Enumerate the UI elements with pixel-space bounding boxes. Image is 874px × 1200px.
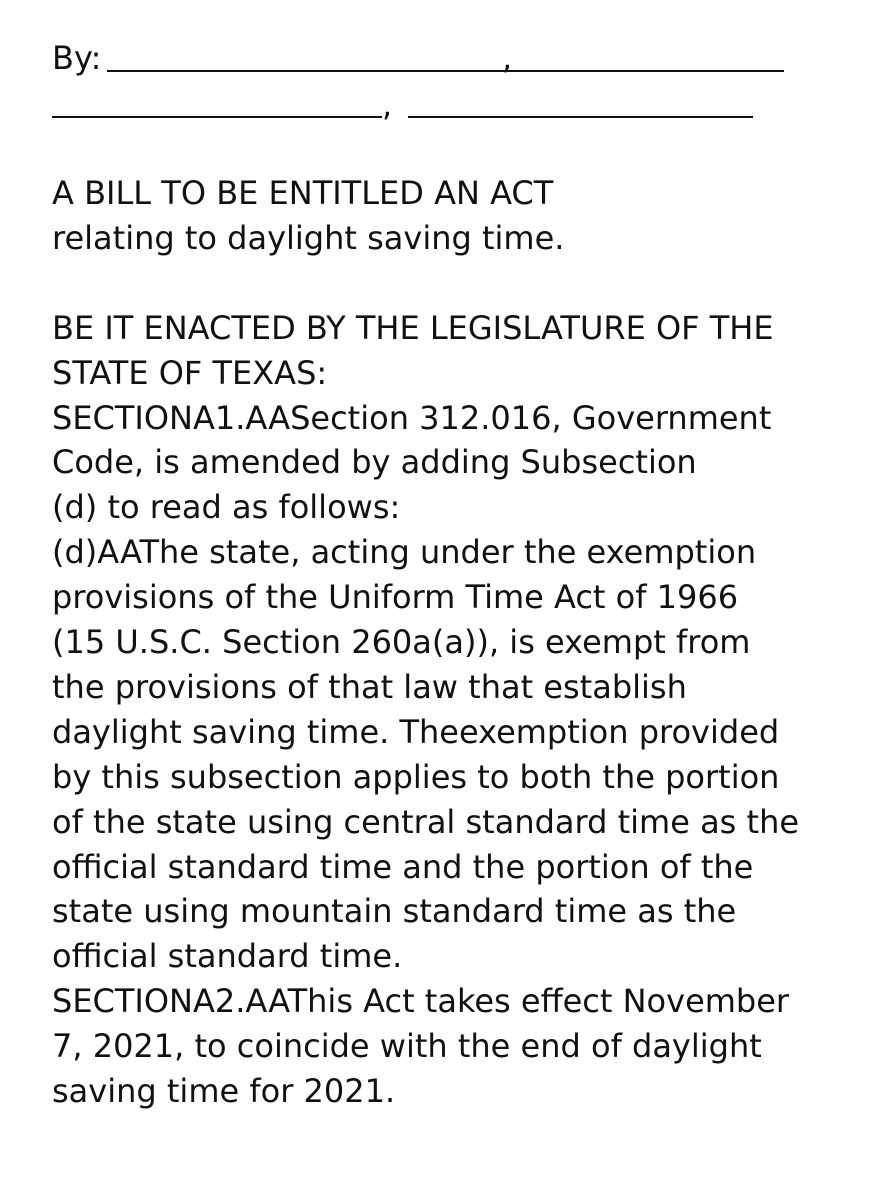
section-1-line: provisions of the Uniform Time Act of 1966 <box>52 578 739 617</box>
signature-line-2 <box>480 70 784 72</box>
section-2-line: 7, 2021, to coincide with the end of daylight <box>52 1027 762 1066</box>
section-1-line: daylight saving time. Theexemption provided <box>52 712 780 751</box>
paragraph-gap <box>52 261 842 306</box>
section-1-line: (15 U.S.C. Section 260a(a)), is exempt from <box>52 623 751 662</box>
section-2-line: saving time for 2021. <box>52 1072 396 1111</box>
section-1-line: of the state using central standard time as the <box>52 802 800 841</box>
section-1-line: Code, is amended by adding Subsection <box>52 443 697 482</box>
signature-block <box>52 40 832 130</box>
signature-line-3 <box>52 116 382 118</box>
bill-caption: relating to daylight saving time. <box>52 218 565 257</box>
signature-line-1 <box>107 70 501 72</box>
signature-separator-2: , <box>382 86 393 124</box>
section-1-line: by this subsection applies to both the portion <box>52 757 780 796</box>
enacting-clause-line: BE IT ENACTED BY THE LEGISLATURE OF THE <box>52 308 774 347</box>
section-1-line: official standard time and the portion of the <box>52 847 754 886</box>
signature-separator-1: , <box>502 39 513 77</box>
section-1-line: state using mountain standard time as the <box>52 892 737 931</box>
enacting-clause-line: STATE OF TEXAS: <box>52 353 328 392</box>
enacting-clause <box>52 306 842 396</box>
section-1-line: (d)AAThe state, acting under the exemption <box>52 533 757 572</box>
bill-heading: A BILL TO BE ENTITLED AN ACT <box>52 174 554 212</box>
section-2-line: SECTIONA2.AAThis Act takes effect November <box>52 982 790 1021</box>
signature-line-4 <box>408 116 753 118</box>
section-1 <box>52 396 842 980</box>
section-1-line: SECTIONA1.AASection 312.016, Government <box>52 398 772 437</box>
section-1-line: (d) to read as follows: <box>52 488 401 527</box>
by-label: By: <box>52 39 102 77</box>
section-1-line: the provisions of that law that establish <box>52 667 687 706</box>
section-1-line: official standard time. <box>52 937 403 976</box>
section-2 <box>52 979 842 1114</box>
bill-text <box>52 171 842 1114</box>
